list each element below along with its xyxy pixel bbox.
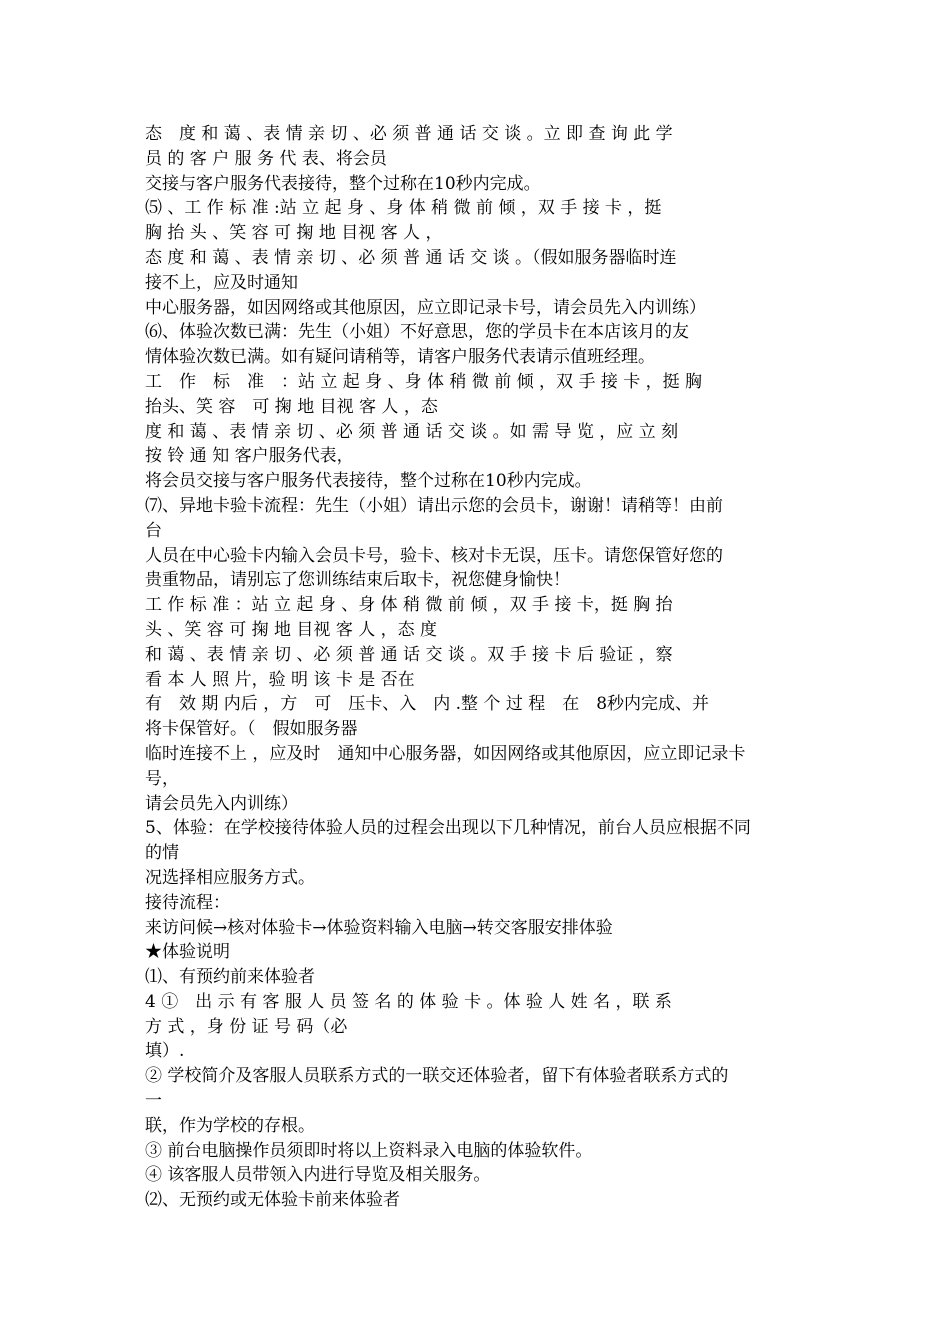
text-line: 填）. (145, 1041, 185, 1062)
text-line: 方 式 ，身 份 证 号 码（必 (145, 1016, 348, 1037)
text-line: ⑺、异地卡验卡流程：先生（小姐）请出示您的会员卡，谢谢！请稍等！由前 (145, 495, 723, 516)
text-line: 和 蔼 、表 情 亲 切 、必 须 普 通 话 交 谈 。双 手 接 卡 后 验证 ，察 (145, 644, 673, 665)
text-line: 情体验次数已满。如有疑问请稍等，请客户服务代表请示值班经理。 (145, 347, 655, 368)
text-line: 临时连接不上 ，应及时 通知中心服务器，如因网络或其他原因，应立即记录卡 (145, 743, 746, 764)
text-line: ④ 该客服人员带领入内进行导览及相关服务。 (145, 1165, 491, 1186)
text-line: 抬头、笑 容 可 掬 地 目视 客 人 ，态 (145, 396, 438, 417)
text-line: 态 度 和 蔼 、表 情 亲 切 、必 须 普 通 话 交 谈 。（假如服务器临时连 (145, 247, 677, 268)
text-line: ② 学校简介及客服人员联系方式的一联交还体验者，留下有体验者联系方式的 (145, 1066, 729, 1087)
text-line: 胸 抬 头 、笑 容 可 掬 地 目视 客 人 ， (145, 223, 443, 244)
text-line: 度 和 蔼 、表 情 亲 切 、必 须 普 通 话 交 谈 。如 需 导 览 ，应 立 刻 (145, 421, 679, 442)
text-line: 中心服务器，如因网络或其他原因，应立即记录卡号，请会员先入内训练） (145, 297, 706, 318)
text-line: 来访问候→核对体验卡→体验资料输入电脑→转交客服安排体验 (145, 917, 613, 938)
text-line: 工 作 标 准 ：站 立 起 身 、身 体 稍 微 前 倾 ，双 手 接 卡，挺 胸 抬 (145, 595, 673, 616)
text-line: 联，作为学校的存根。 (145, 1115, 315, 1136)
text-line: ⑸ 、工 作 标 准 :站 立 起 身 、身 体 稍 微 前 倾 ，双 手 接 卡 ，挺 (145, 198, 662, 219)
text-line: 的情 (145, 843, 179, 864)
text-line: 5、体验：在学校接待体验人员的过程会出现以下几种情况，前台人员应根据不同 (145, 818, 751, 839)
text-line: 将会员交接与客户服务代表接待，整个过称在10秒内完成。 (145, 471, 592, 492)
text-line: ★体验说明 (145, 942, 230, 963)
text-line: 按 铃 通 知 客户服务代表， (145, 446, 354, 467)
text-line: 员 的 客 户 服 务 代 表、将会员 (145, 148, 387, 169)
text-line: 况选择相应服务方式。 (145, 867, 315, 888)
text-line: 交接与客户服务代表接待，整个过称在10秒内完成。 (145, 173, 541, 194)
text-line: 工 作 标 准 ：站 立 起 身 、身 体 稍 微 前 倾 ，双 手 接 卡 ，挺 胸 (145, 371, 703, 392)
text-line: ⑹、体验次数已满：先生（小姐）不好意思，您的学员卡在本店该月的友 (145, 322, 689, 343)
text-line: 4 ① 出 示 有 客 服 人 员 签 名 的 体 验 卡 。体 验 人 姓 名 ，联 系 (145, 991, 672, 1012)
text-line: 态 度 和 蔼 、表 情 亲 切 、必 须 普 通 话 交 谈 。立 即 查 询 此 学 (145, 124, 673, 144)
text-line: ⑵、无预约或无体验卡前来体验者 (145, 1190, 400, 1211)
text-line: 有 效 期 内后 ，方 可 压卡、入 内 .整 个 过 程 在 8秒内完成、并 (145, 694, 710, 715)
text-line: 请会员先入内训练） (145, 793, 298, 814)
text-line: 台 (145, 520, 162, 541)
text-line: ③ 前台电脑操作员须即时将以上资料录入电脑的体验软件。 (145, 1140, 593, 1161)
text-line: 接待流程： (145, 892, 230, 913)
text-line: 将卡保管好。（ 假如服务器 (145, 719, 358, 740)
text-line: 接不上，应及时通知 (145, 272, 298, 293)
text-line: 贵重物品，请别忘了您训练结束后取卡，祝您健身愉快！ (145, 570, 570, 591)
document-body (145, 122, 810, 1213)
text-line: 头 、笑 容 可 掬 地 目视 客 人 ，态 度 (145, 619, 438, 640)
text-line: 看 本 人 照 片，验 明 该 卡 是 否在 (145, 669, 415, 690)
text-line: ⑴、有预约前来体验者 (145, 967, 315, 988)
text-line: 号， (145, 768, 179, 789)
text-line: 一 (145, 1091, 162, 1112)
text-line: 人员在中心验卡内输入会员卡号，验卡、核对卡无误，压卡。请您保管好您的 (145, 545, 723, 566)
